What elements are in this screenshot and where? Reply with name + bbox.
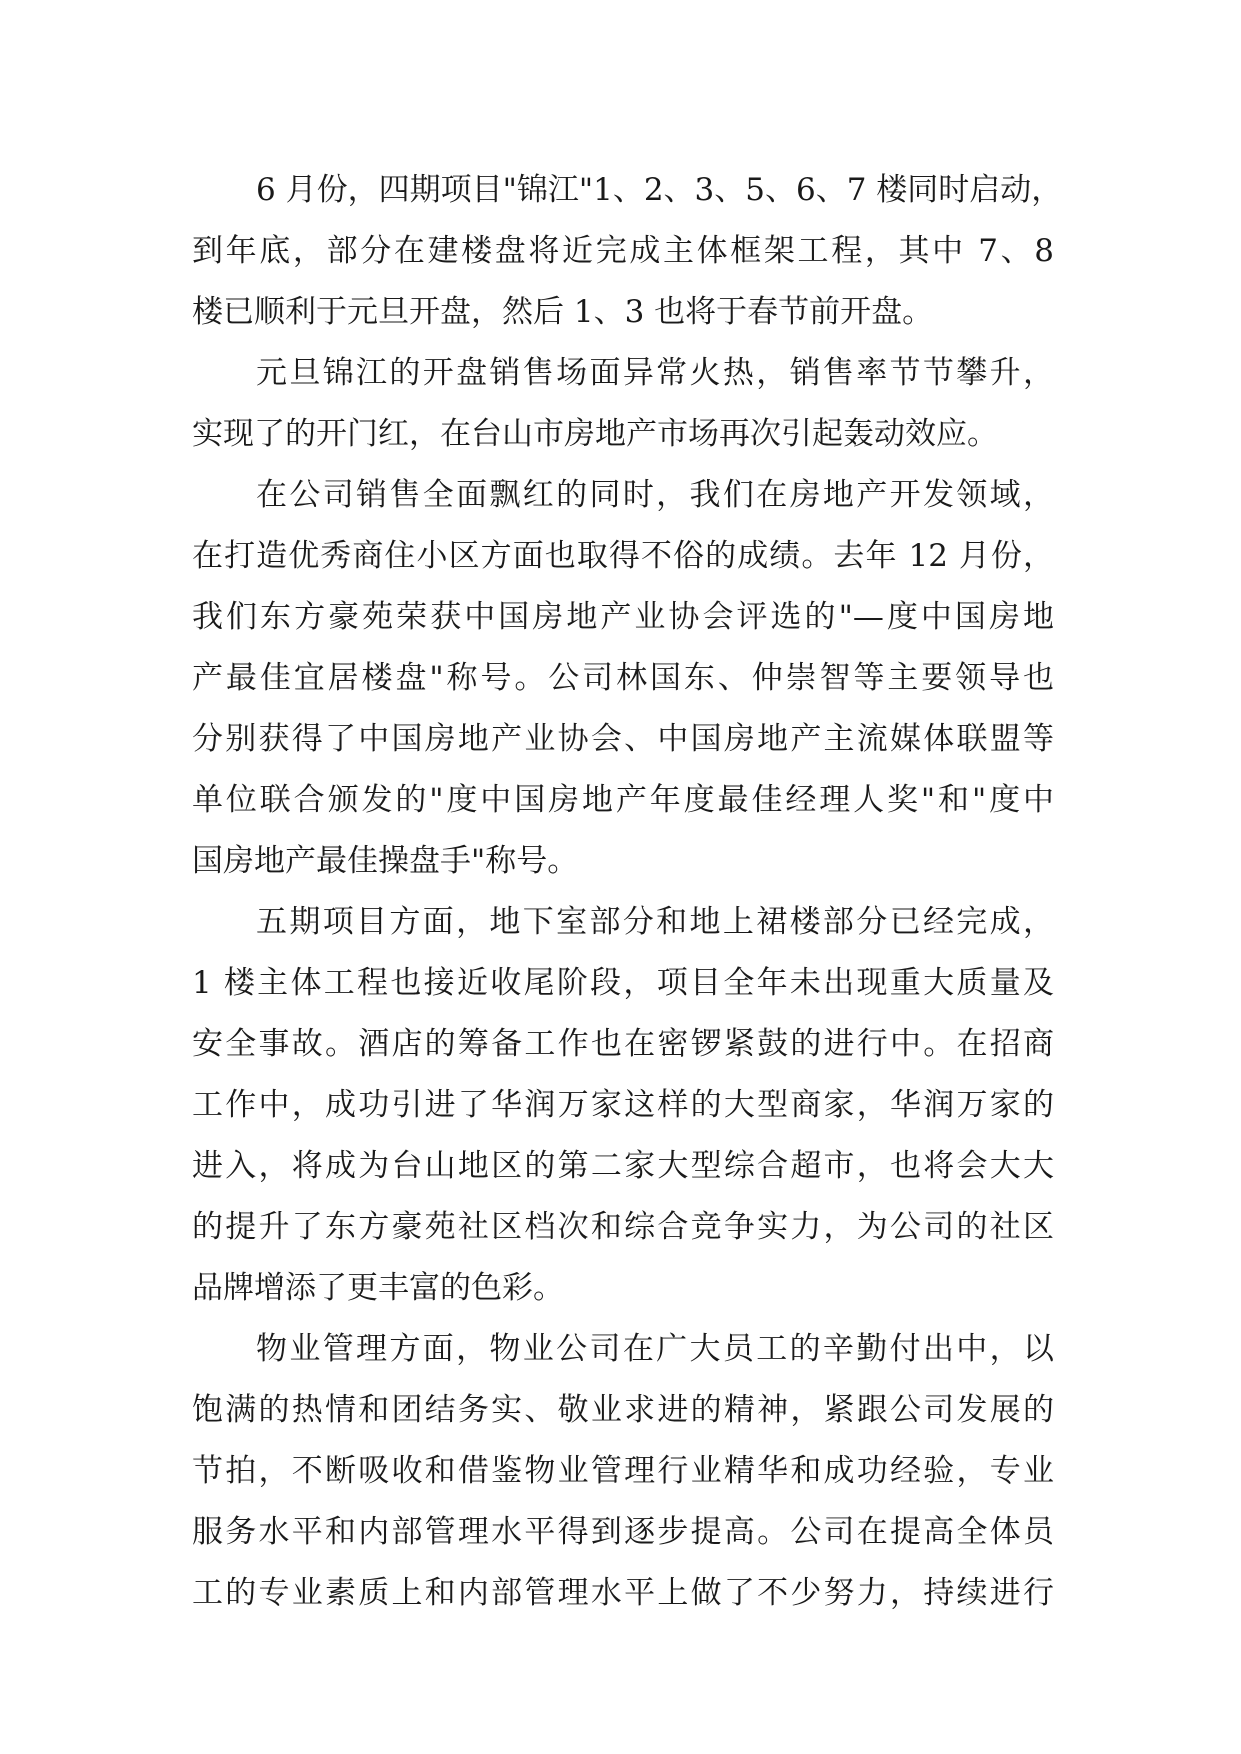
text-line: 6 月份，四期项目"锦江"1、2、3、5、6、7 楼同时启动， [256, 172, 1063, 208]
text-line: 我们东方豪苑荣获中国房地产业协会评选的"—度中国房地 [192, 599, 1054, 635]
text-line: 单位联合颁发的"度中国房地产年度最佳经理人奖"和"度中 [192, 782, 1054, 818]
text-line: 进入，将成为台山地区的第二家大型综合超市，也将会大大 [192, 1148, 1054, 1184]
text-line: 产最佳宜居楼盘"称号。公司林国东、仲崇智等主要领导也 [192, 660, 1054, 696]
text-line: 元旦锦江的开盘销售场面异常火热，销售率节节攀升， [256, 355, 1054, 391]
paragraph-1 [192, 160, 1063, 343]
paragraph-2 [192, 343, 1054, 465]
text-line: 品牌增添了更丰富的色彩。 [192, 1270, 564, 1306]
paragraph-4 [192, 892, 1054, 1319]
text-line: 五期项目方面，地下室部分和地上裙楼部分已经完成， [256, 904, 1054, 940]
text-line: 国房地产最佳操盘手"称号。 [192, 843, 579, 879]
text-line: 饱满的热情和团结务实、敬业求进的精神，紧跟公司发展的 [192, 1392, 1054, 1428]
paragraph-5 [192, 1319, 1054, 1624]
text-line: 服务水平和内部管理水平得到逐步提高。公司在提高全体员 [192, 1514, 1054, 1550]
text-line: 在打造优秀商住小区方面也取得不俗的成绩。去年 12 月份， [192, 538, 1054, 574]
text-line: 实现了的开门红，在台山市房地产市场再次引起轰动效应。 [192, 416, 998, 452]
text-line: 到年底，部分在建楼盘将近完成主体框架工程，其中 7、8 [192, 233, 1054, 269]
document-body [192, 160, 1063, 1624]
text-line: 分别获得了中国房地产业协会、中国房地产主流媒体联盟等 [192, 721, 1054, 757]
paragraph-3 [192, 465, 1054, 892]
text-line: 安全事故。酒店的筹备工作也在密锣紧鼓的进行中。在招商 [192, 1026, 1054, 1062]
text-line: 物业管理方面，物业公司在广大员工的辛勤付出中，以 [256, 1331, 1054, 1367]
text-line: 的提升了东方豪苑社区档次和综合竞争实力，为公司的社区 [192, 1209, 1054, 1245]
text-line: 工作中，成功引进了华润万家这样的大型商家，华润万家的 [192, 1087, 1054, 1123]
text-line: 1 楼主体工程也接近收尾阶段，项目全年未出现重大质量及 [192, 965, 1054, 1001]
text-line: 工的专业素质上和内部管理水平上做了不少努力，持续进行 [192, 1575, 1054, 1611]
text-line: 在公司销售全面飘红的同时，我们在房地产开发领域， [256, 477, 1054, 513]
text-line: 节拍，不断吸收和借鉴物业管理行业精华和成功经验，专业 [192, 1453, 1054, 1489]
text-line: 楼已顺利于元旦开盘，然后 1、3 也将于春节前开盘。 [192, 294, 934, 330]
